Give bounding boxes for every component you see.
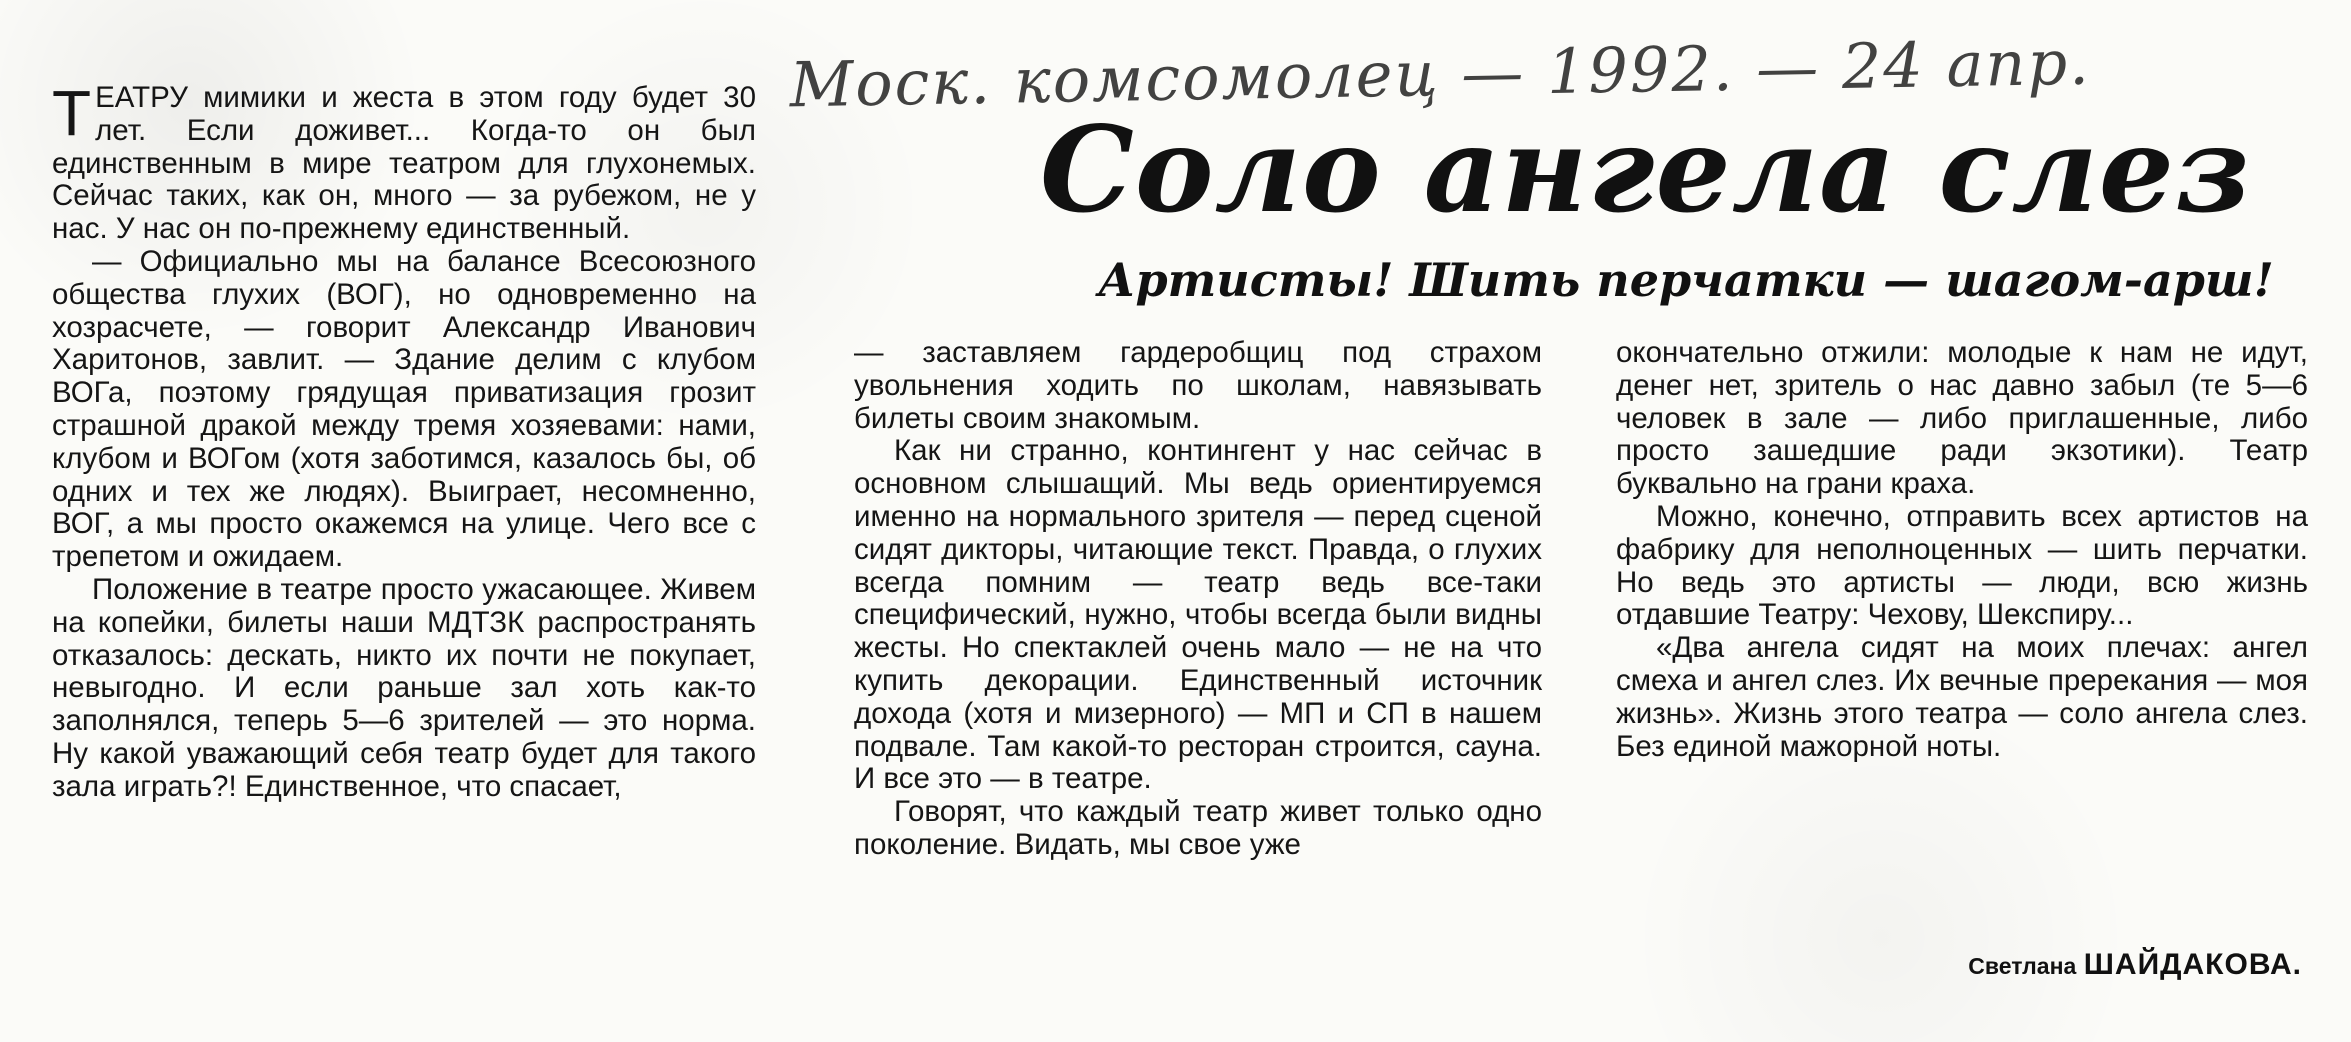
handwritten-source-note: Моск. комсомолец — 1992. — 24 апр. (789, 25, 2092, 122)
column3-paragraph-2: Можно, конечно, отправить всех артистов на фабрику для неполноценных — шить перчатки. Но ведь это артисты — люди, всю жизнь отдавшие Театру: Чехову, Шекспиру... (1616, 499, 2308, 632)
column1-paragraph-3: Положение в театре просто ужасающее. Живем на копейки, билеты наши МДТЗК распространять отказалось: дескать, никто их почти не покупает, невыгодно. И если раньше зал хоть как-то заполнялся, теперь 5—6 зрителей — это норма. Ну какой уважающий себя театр будет для такого зала играть?! Единственное, что спасает, (52, 572, 756, 803)
author-first-name: Светлана (1968, 953, 2077, 979)
column2-paragraph-1: — заставляем гардеробщиц под страхом увольнения ходить по школам, навязывать билеты своим знакомым. (854, 336, 1542, 435)
author-last-name: ШАЙДАКОВА. (2083, 948, 2302, 981)
article-column-3 (1616, 337, 2308, 763)
column3-paragraph-1: окончательно отжили: молодые к нам не идут, денег нет, зритель о нас давно забыл (те 5—6 человек в зале — либо приглашенные, либо просто зашедшие ради экзотики). Театр буквально на грани краха. (1616, 336, 2308, 501)
article-column-2 (854, 337, 1542, 862)
column2-paragraph-2: Как ни странно, контингент у нас сейчас в основном слышащий. Мы ведь ориентируемся именно на нормального зрителя — перед сценой сидят дикторы, читающие текст. Правда, о глухих всегда помним — театр ведь все-таки специфический, нужно, чтобы всегда были видны жесты. Но спектаклей очень мало — не на что купить декорации. Единственный источник дохода (хотя и мизерного) — МП и СП в нашем подвале. Там какой-то ресторан строится, сауна. И все это — в театре. (854, 434, 1542, 796)
drop-cap: Т (52, 77, 92, 149)
column3-paragraph-3: «Два ангела сидят на моих плечах: ангел смеха и ангел слез. Их вечные пререкания — моя жизнь». Жизнь этого театра — соло ангела слез. Без единой мажорной ноты. (1616, 631, 2308, 763)
column1-paragraph-1-text: ЕАТРУ мимики и жеста в этом году будет 30 лет. Если доживет... Когда-то он был единственным в мире театром для глухонемых. Сейчас таких, как он, много — за рубежом, не у нас. У нас он по-прежнему единственный. (52, 81, 756, 246)
column1-paragraph-1 (52, 77, 756, 246)
article-headline: Соло ангела слез (1040, 100, 2252, 239)
column2-paragraph-3: Говорят, что каждый театр живет только одно поколение. Видать, мы свое уже (854, 795, 1542, 861)
article-subheadline: Артисты! Шить перчатки — шагом-арш! (1098, 253, 2274, 307)
author-byline (1882, 948, 2302, 988)
column1-paragraph-2: — Официально мы на балансе Всесоюзного общества глухих (ВОГ), но одновременно на хозрасчете, — говорит Александр Иванович Харитонов, завлит. — Здание делим с клубом ВОГа, поэтому грядущая приватизация грозит страшной дракой между тремя хозяевами: нами, клубом и ВОГом (хотя заботимся, казалось бы, об одних и тех же людях). Выиграет, несомненно, ВОГ, а мы просто окажемся на улице. Чего все с трепетом и ожидаем. (52, 244, 756, 574)
article-column-1 (52, 77, 756, 804)
